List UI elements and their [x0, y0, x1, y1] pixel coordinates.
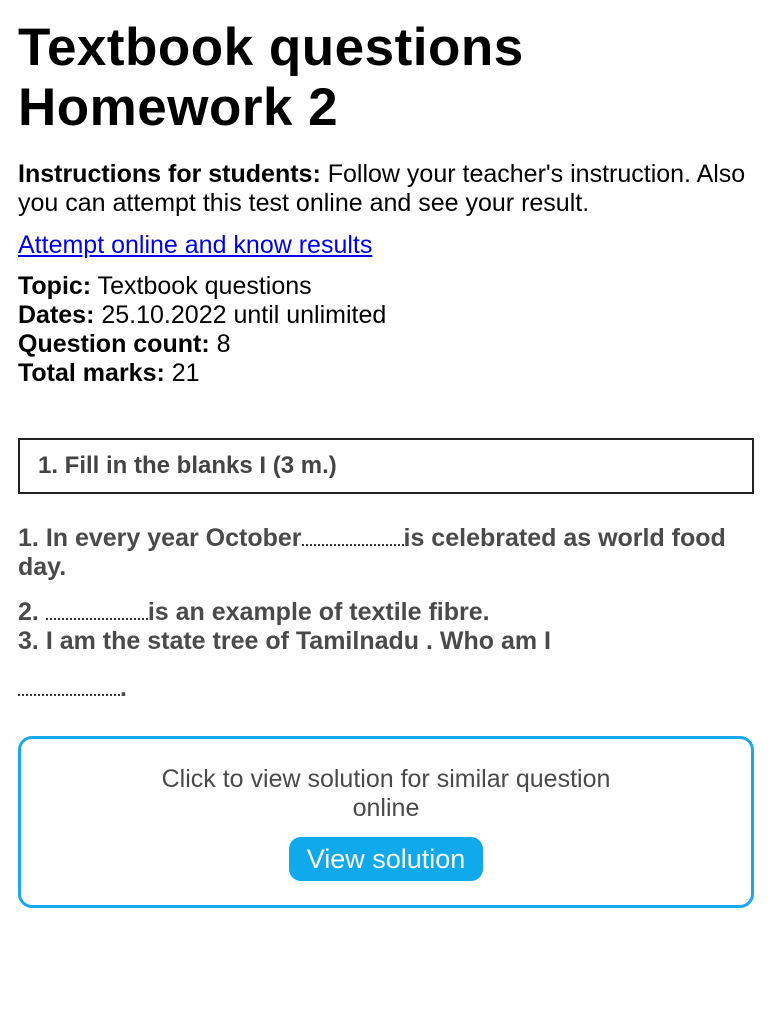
- question-text-after: is an example of textile fibre.: [147, 598, 490, 626]
- page-title: [18, 18, 752, 138]
- instructions-text: Follow your teacher's instruction. Also you can attempt this test online and see your result.: [18, 160, 746, 217]
- dates-value: 25.10.2022 until unlimited: [101, 301, 387, 329]
- question-text-before: I am the state tree of Tamilnadu . Who am I: [45, 627, 551, 655]
- question-item: [18, 627, 752, 704]
- section-header: [18, 438, 754, 494]
- answer-blank: [46, 600, 148, 620]
- topic-label: Topic:: [18, 272, 92, 300]
- total-marks-row: [18, 359, 752, 388]
- question-number: 2.: [18, 598, 39, 626]
- question-text-after: .: [120, 674, 127, 702]
- question-item: [18, 598, 752, 627]
- solution-panel: [18, 736, 754, 908]
- question-list: [18, 524, 752, 704]
- question-text-before: In every year October: [45, 524, 302, 552]
- answer-blank: [302, 526, 404, 546]
- topic-value: Textbook questions: [97, 272, 312, 300]
- test-meta: [18, 272, 752, 388]
- question-text-after: is celebrated as world food day.: [18, 524, 726, 581]
- instructions-label: Instructions for students:: [18, 160, 321, 188]
- total-marks-value: 21: [171, 359, 200, 387]
- total-marks-label: Total marks:: [18, 359, 165, 387]
- answer-line: [18, 674, 752, 704]
- section-title: 1. Fill in the blanks I (3 m.): [38, 452, 337, 479]
- page-title-line2: Homework 2: [18, 78, 339, 137]
- instructions: [18, 160, 752, 218]
- question-number: 3.: [18, 627, 39, 655]
- question-count-row: [18, 330, 752, 359]
- question-count-label: Question count:: [18, 330, 210, 358]
- answer-blank: [18, 676, 120, 696]
- dates-row: [18, 301, 752, 330]
- question-item: [18, 524, 752, 582]
- dates-label: Dates:: [18, 301, 95, 329]
- topic-row: [18, 272, 752, 301]
- solution-prompt: Click to view solution for similar question online: [161, 765, 611, 822]
- view-solution-button[interactable]: View solution: [289, 837, 484, 881]
- question-count-value: 8: [216, 330, 231, 358]
- attempt-online-link[interactable]: Attempt online and know results: [18, 231, 373, 259]
- question-number: 1.: [18, 524, 39, 552]
- page-title-line1: Textbook questions: [18, 18, 524, 77]
